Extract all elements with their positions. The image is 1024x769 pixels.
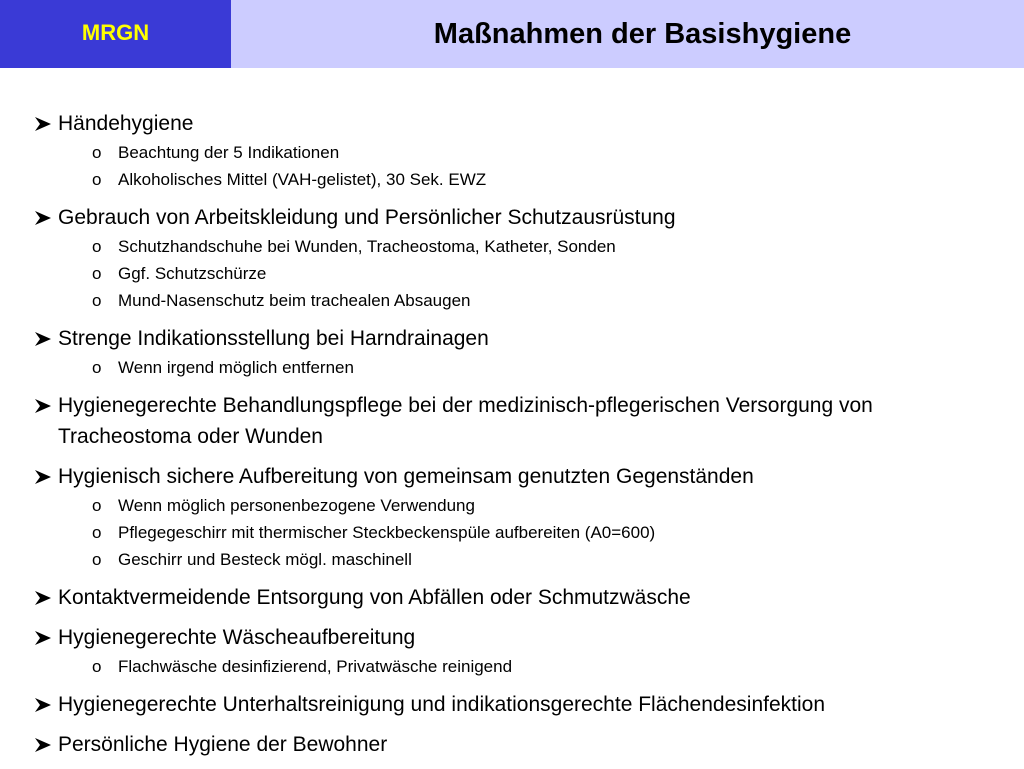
circle-bullet-icon: o	[92, 550, 102, 569]
sub-list-item-text: Wenn möglich personenbezogene Verwendung	[118, 496, 475, 515]
list-item-text: Kontaktvermeidende Entsorgung von Abfällen oder Schmutzwäsche	[58, 586, 691, 609]
circle-bullet-icon: o	[92, 237, 102, 256]
list-item	[34, 202, 1009, 314]
sub-list-item	[34, 546, 1009, 573]
sub-list	[34, 492, 1009, 573]
list-item	[34, 622, 1009, 680]
sub-list-item-text: Wenn irgend möglich entfernen	[118, 358, 354, 377]
circle-bullet-icon: o	[92, 143, 102, 162]
slide-title: Maßnahmen der Basishygiene	[231, 0, 1024, 68]
list-item	[34, 108, 1009, 193]
list-item	[34, 323, 1009, 381]
circle-bullet-icon: o	[92, 170, 102, 189]
arrowhead-bullet-icon	[34, 729, 58, 760]
list-item-text: Hygienegerechte Wäscheaufbereitung	[58, 626, 416, 649]
sub-list-item	[34, 166, 1009, 193]
arrowhead-bullet-icon	[34, 202, 58, 233]
sub-list-item	[34, 653, 1009, 680]
list-item	[34, 390, 1009, 452]
slide-header	[0, 0, 1024, 68]
list-item-text: Strenge Indikationsstellung bei Harndrainagen	[58, 327, 489, 350]
sub-list-item-text: Mund-Nasenschutz beim trachealen Absaugen	[118, 291, 471, 310]
list-item	[34, 729, 1009, 760]
circle-bullet-icon: o	[92, 657, 102, 676]
arrowhead-bullet-icon	[34, 689, 58, 720]
sub-list-item-text: Alkoholisches Mittel (VAH-gelistet), 30 Sek. EWZ	[118, 170, 487, 189]
sub-list	[34, 139, 1009, 193]
circle-bullet-icon: o	[92, 291, 102, 310]
arrowhead-bullet-icon	[34, 108, 58, 139]
sub-list	[34, 233, 1009, 314]
sub-list-item-text: Ggf. Schutzschürze	[118, 264, 267, 283]
sub-list-item	[34, 492, 1009, 519]
arrowhead-bullet-icon	[34, 461, 58, 492]
arrowhead-bullet-icon	[34, 390, 58, 421]
list-item-text: Händehygiene	[58, 112, 194, 135]
arrowhead-bullet-icon	[34, 582, 58, 613]
list-item-text: Persönliche Hygiene der Bewohner	[58, 733, 388, 756]
sub-list-item-text: Pflegegeschirr mit thermischer Steckbeckenspüle aufbereiten (A0=600)	[118, 523, 656, 542]
list-item-text: Gebrauch von Arbeitskleidung und Persönlicher Schutzausrüstung	[58, 206, 676, 229]
sub-list-item	[34, 260, 1009, 287]
arrowhead-bullet-icon	[34, 323, 58, 354]
circle-bullet-icon: o	[92, 358, 102, 377]
list-item	[34, 582, 1009, 613]
sub-list-item	[34, 519, 1009, 546]
sub-list-item-text: Beachtung der 5 Indikationen	[118, 143, 340, 162]
circle-bullet-icon: o	[92, 523, 102, 542]
list-item	[34, 461, 1009, 573]
list-item	[34, 689, 1009, 720]
sub-list-item	[34, 139, 1009, 166]
sub-list-item-text: Geschirr und Besteck mögl. maschinell	[118, 550, 412, 569]
list-item-text: Hygienegerechte Unterhaltsreinigung und indikationsgerechte Flächendesinfektion	[58, 693, 825, 716]
circle-bullet-icon: o	[92, 264, 102, 283]
sub-list	[34, 653, 1009, 680]
arrowhead-bullet-icon	[34, 622, 58, 653]
list-item-text: Hygienisch sichere Aufbereitung von gemeinsam genutzten Gegenständen	[58, 465, 754, 488]
sub-list	[34, 354, 1009, 381]
list-item-text: Hygienegerechte Behandlungspflege bei der medizinisch-pflegerischen Versorgung von Tracheostoma oder Wunden	[58, 394, 873, 448]
sub-list-item	[34, 287, 1009, 314]
sub-list-item	[34, 354, 1009, 381]
section-tag: MRGN	[0, 0, 231, 68]
bullet-list	[34, 108, 1009, 769]
sub-list-item-text: Schutzhandschuhe bei Wunden, Tracheostoma, Katheter, Sonden	[118, 237, 616, 256]
circle-bullet-icon: o	[92, 496, 102, 515]
sub-list-item	[34, 233, 1009, 260]
sub-list-item-text: Flachwäsche desinfizierend, Privatwäsche reinigend	[118, 657, 513, 676]
